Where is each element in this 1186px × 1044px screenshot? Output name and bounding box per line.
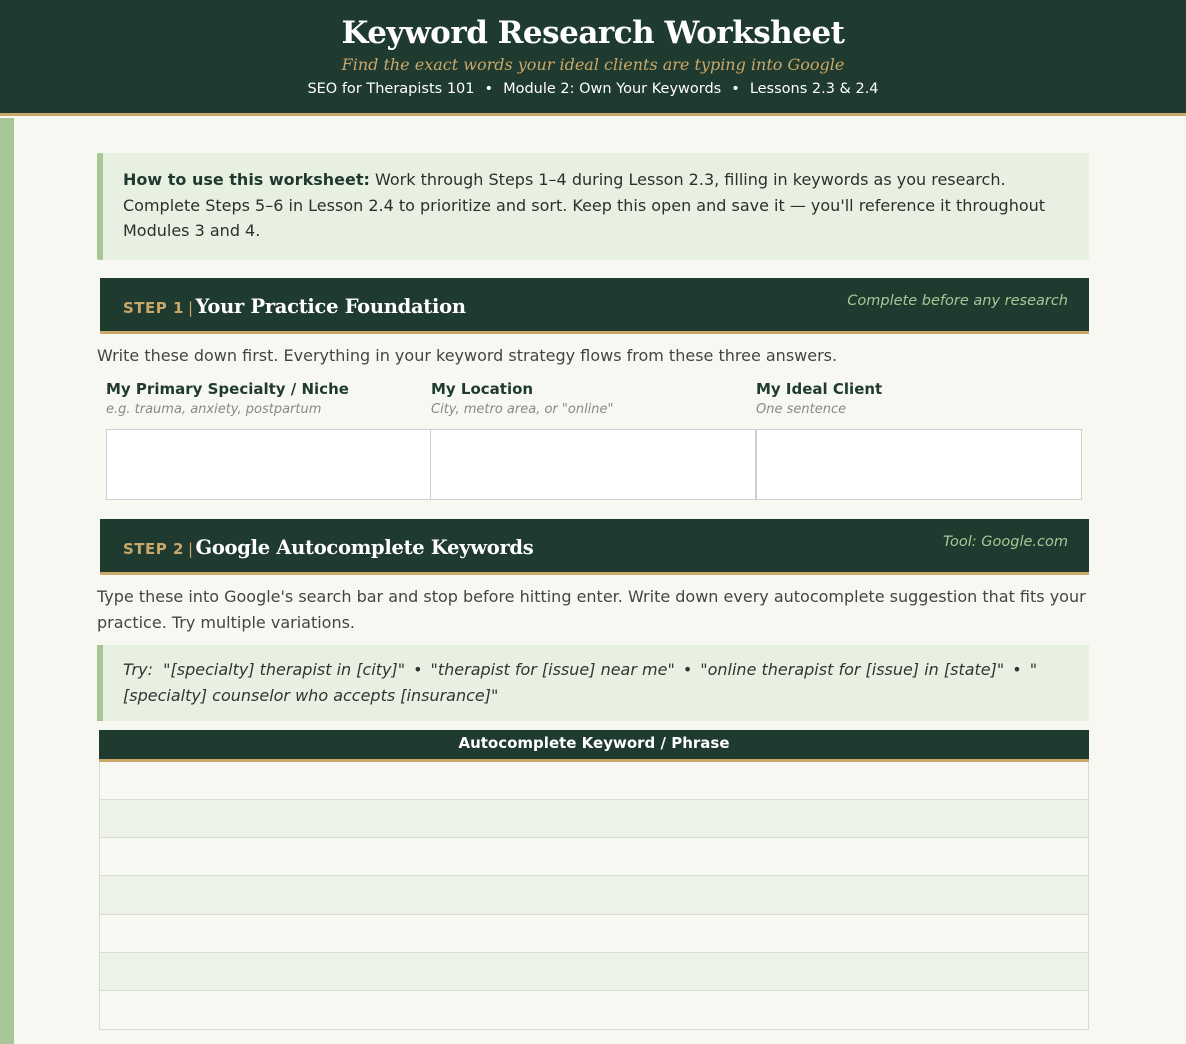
step-1-section <box>97 278 1089 500</box>
step-1-note: Complete before any research <box>847 292 1068 309</box>
how-to-lead: How to use this worksheet: <box>123 170 370 189</box>
specialty-input[interactable] <box>106 429 431 500</box>
try-examples-callout <box>97 645 1089 721</box>
how-to-callout <box>97 153 1089 260</box>
page-header <box>0 0 1186 116</box>
step-2-note: Tool: Google.com <box>942 533 1068 550</box>
field-ideal-client <box>756 379 1081 419</box>
step-divider: | <box>187 539 194 558</box>
field-specialty <box>106 379 431 419</box>
try-prefix: Try: <box>123 659 153 679</box>
step-divider: | <box>187 298 194 317</box>
table-row[interactable] <box>99 915 1089 953</box>
step-1-header <box>100 278 1089 334</box>
foundation-input-boxes <box>106 429 1089 500</box>
field-location-label: My Location <box>431 379 534 398</box>
breadcrumb-separator: • <box>484 81 494 97</box>
table-row[interactable] <box>99 953 1089 991</box>
breadcrumb-lessons: Lessons 2.3 & 2.4 <box>749 81 879 97</box>
step-1-label: STEP 1 <box>123 298 184 317</box>
try-example: "[specialty] therapist in [city]" <box>163 659 406 679</box>
field-specialty-hint: e.g. trauma, anxiety, postpartum <box>106 401 322 417</box>
field-ideal-client-hint: One sentence <box>756 401 847 417</box>
page-subtitle: Find the exact words your ideal clients are typing into Google <box>341 55 845 74</box>
table-row[interactable] <box>99 762 1089 800</box>
foundation-field-labels <box>106 379 1089 419</box>
breadcrumb-module: Module 2: Own Your Keywords <box>503 81 722 97</box>
table-row[interactable] <box>99 991 1089 1029</box>
bullet-separator: • <box>413 659 423 679</box>
step-1-intro: Write these down first. Everything in your keyword strategy flows from these three answers. <box>97 345 838 365</box>
try-example: "[specialty] counselor who accepts [insurance]" <box>123 659 1038 705</box>
ideal-client-input[interactable] <box>756 429 1082 500</box>
breadcrumb-separator: • <box>731 81 740 97</box>
bullet-separator: • <box>682 659 693 679</box>
step-2-header <box>100 519 1089 575</box>
bullet-separator: • <box>1012 659 1022 679</box>
table-row[interactable] <box>99 838 1089 876</box>
breadcrumb-course: SEO for Therapists 101 <box>307 81 475 97</box>
field-ideal-client-label: My Ideal Client <box>756 379 883 398</box>
try-example: "therapist for [issue] near me" <box>430 659 675 679</box>
step-2-label: STEP 2 <box>123 539 184 558</box>
step-2-intro: Type these into Google's search bar and stop before hitting enter. Write down every autocomplete suggestion that fits your practice. Try multiple variations. <box>97 586 1086 632</box>
location-input[interactable] <box>431 429 756 500</box>
field-location <box>431 379 756 419</box>
page-title: Keyword Research Worksheet <box>341 15 845 51</box>
step-1-title: Your Practice Foundation <box>195 294 466 318</box>
autocomplete-table <box>99 730 1089 1030</box>
table-row[interactable] <box>99 876 1089 914</box>
field-specialty-label: My Primary Specialty / Niche <box>106 379 349 398</box>
left-accent-bar <box>0 118 14 1044</box>
field-location-hint: City, metro area, or "online" <box>431 401 614 417</box>
try-example: "online therapist for [issue] in [state]" <box>700 659 1005 679</box>
table-row[interactable] <box>99 800 1089 838</box>
breadcrumb <box>0 79 1186 99</box>
step-2-section <box>97 519 1089 1030</box>
table-header: Autocomplete Keyword / Phrase <box>99 730 1089 762</box>
worksheet-body <box>97 153 1089 1030</box>
step-2-title: Google Autocomplete Keywords <box>195 535 534 559</box>
how-to-text: Work through Steps 1–4 during Lesson 2.3, filling in keywords as you research. Complete Steps 5–6 in Lesson 2.4 to prioritize and sort. Keep this open and save it — you'll reference it throughout Modules 3 and 4. <box>123 170 1046 240</box>
